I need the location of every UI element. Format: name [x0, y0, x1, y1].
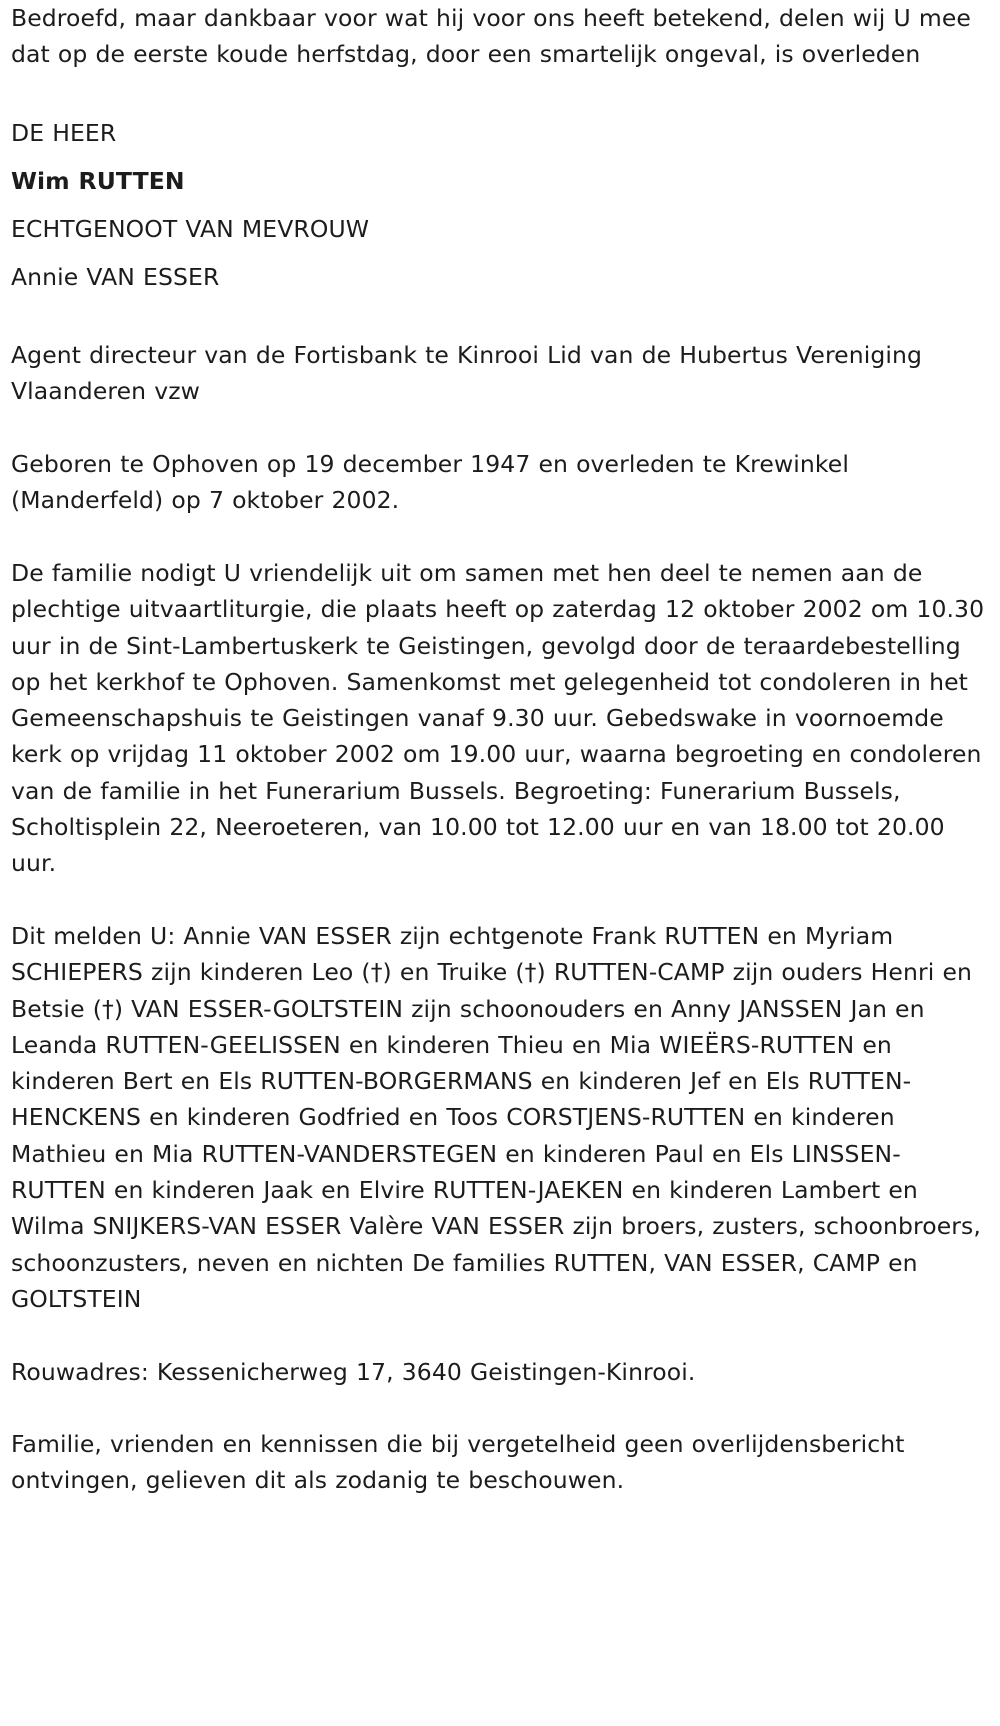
family-paragraph: Dit melden U: Annie VAN ESSER zijn echtgenote Frank RUTTEN en Myriam SCHIEPERS zijn kinderen Leo (†) en Truike (†) RUTTEN-CAMP zijn ouders Henri en Betsie (†) VAN ESSER-GOLTSTEIN zijn schoonouders en Anny JANSSEN Jan en Leanda RUTTEN-GEELISSEN en kinderen Thieu en Mia WIEËRS-RUTTEN en kinderen Bert en Els RUTTEN-BORGERMANS en kinderen Jef en Els RUTTEN-HENCKENS en kinderen Godfried en Toos CORSTJENS-RUTTEN en kinderen Mathieu en Mia RUTTEN-VANDERSTEGEN en kinderen Paul en Els LINSSEN-RUTTEN en kinderen Jaak en Elvire RUTTEN-JAEKEN en kinderen Lambert en Wilma SNIJKERS-VAN ESSER Valère VAN ESSER zijn broers, zusters, schoonbroers, schoonzusters, neven en nichten De families RUTTEN, VAN ESSER, CAMP en GOLTSTEIN — [11, 921, 981, 1313]
ceremony-paragraph: De familie nodigt U vriendelijk uit om samen met hen deel te nemen aan de plechtige uitvaartliturgie, die plaats heeft op zaterdag 12 oktober 2002 om 10.30 uur in de Sint-Lambertuskerk te Geistingen, gevolgd door de teraardebestelling op het kerkhof te Ophoven. Samenkomst met gelegenheid tot condoleren in het Gemeenschapshuis te Geistingen vanaf 9.30 uur. Gebedswake in voornoemde kerk op vrijdag 11 oktober 2002 om 19.00 uur, waarna begroeting en condoleren van de familie in het Funerarium Bussels. Begroeting: Funerarium Bussels, Scholtisplein 22, Neeroeteren, van 10.00 tot 12.00 uur en van 18.00 tot 20.00 uur. — [11, 558, 985, 878]
deceased-block — [11, 109, 992, 301]
address-paragraph: Rouwadres: Kessenicherweg 17, 3640 Geistingen-Kinrooi. — [11, 1357, 696, 1386]
spouse-name: Annie VAN ESSER — [11, 262, 220, 291]
occupation-paragraph: Agent directeur van de Fortisbank te Kinrooi Lid van de Hubertus Vereniging Vlaanderen vzw — [11, 341, 923, 406]
spouse-line: ECHTGENOOT VAN MEVROUW — [11, 214, 370, 243]
title-line: DE HEER — [11, 118, 117, 147]
birth-death-paragraph: Geboren te Ophoven op 19 december 1947 en overleden te Krewinkel (Manderfeld) op 7 oktober 2002. — [11, 450, 849, 515]
intro-paragraph: Bedroefd, maar dankbaar voor wat hij voor ons heeft betekend, delen wij U mee dat op de eerste koude herfstdag, door een smartelijk ongeval, is overleden — [11, 4, 971, 69]
deceased-name: Wim RUTTEN — [11, 166, 185, 195]
closing-paragraph: Familie, vrienden en kennissen die bij vergetelheid geen overlijdensbericht ontvingen, gelieven dit als zodanig te beschouwen. — [11, 1430, 905, 1495]
